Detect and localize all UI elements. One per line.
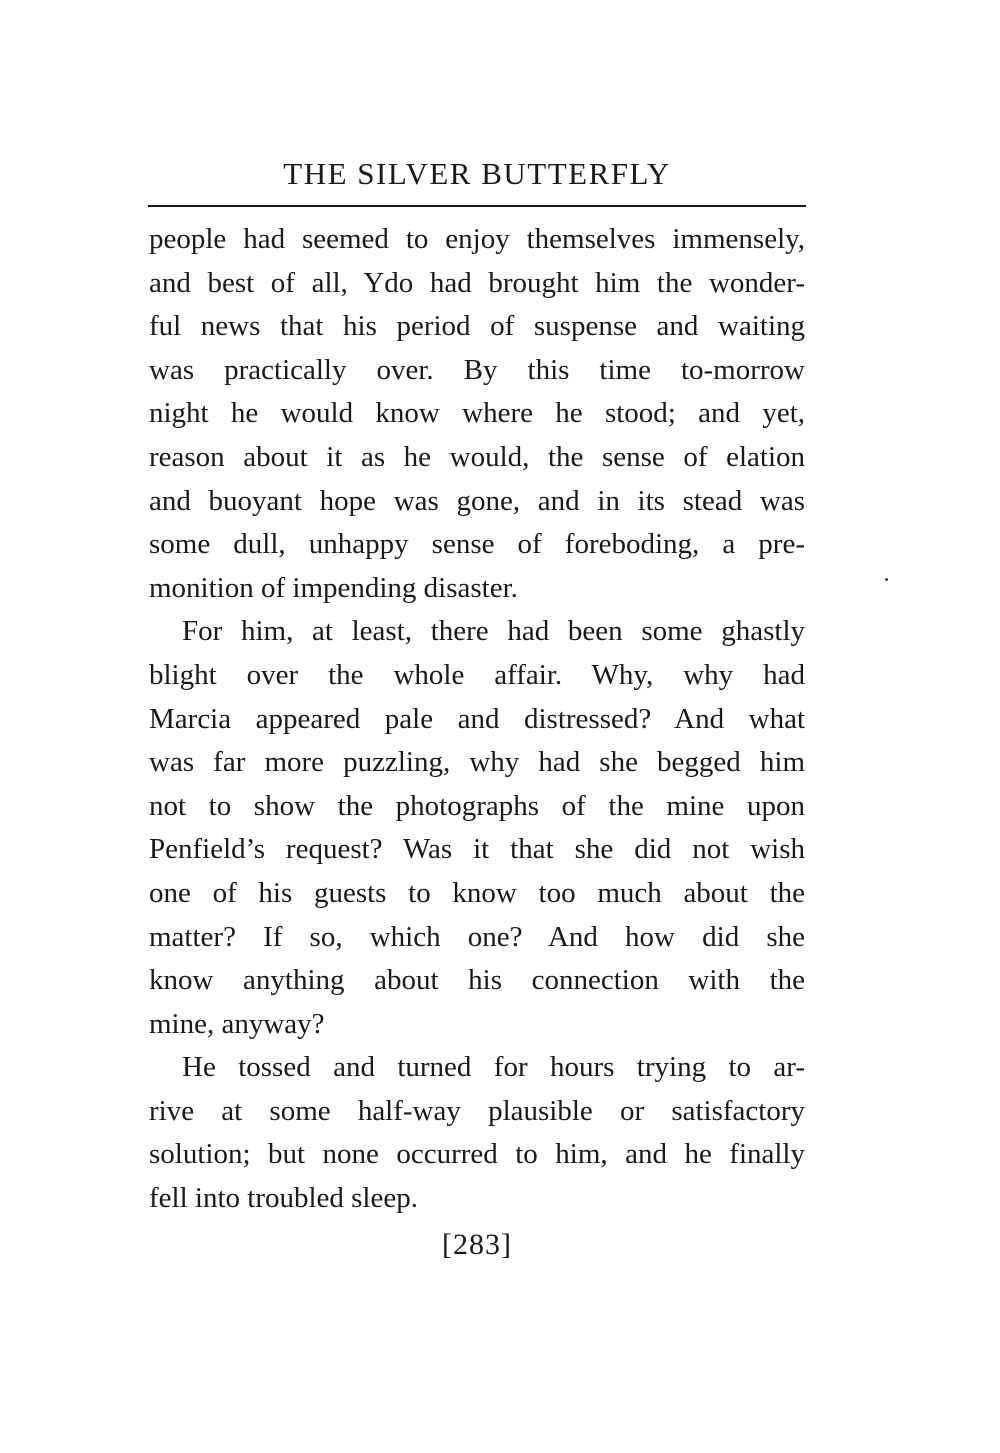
text-line: ful news that his period of suspense and waiting (149, 310, 805, 343)
running-head: THE SILVER BUTTERFLY (283, 156, 671, 191)
body-text (149, 218, 805, 1221)
text-line: He tossed and turned for hours trying to ar- (182, 1051, 805, 1084)
paragraph (149, 610, 805, 1046)
text-line: blight over the whole affair. Why, why had (149, 658, 805, 691)
text-line: monition of impending disaster. (149, 571, 518, 604)
text-line: For him, at least, there had been some ghastly (182, 615, 805, 648)
header-rule (148, 205, 806, 207)
text-line: people had seemed to enjoy themselves immensely, (149, 223, 805, 255)
text-line: Marcia appeared pale and distressed? And what (149, 702, 805, 735)
text-line: mine, anyway? (149, 1007, 325, 1040)
text-line: some dull, unhappy sense of foreboding, a pre- (149, 528, 805, 561)
text-line: fell into troubled sleep. (149, 1182, 418, 1215)
text-line: and best of all, Ydo had brought him the wonder- (149, 266, 805, 299)
text-line: was far more puzzling, why had she begged him (149, 746, 805, 779)
page-number: [283] (442, 1228, 512, 1261)
text-line: and buoyant hope was gone, and in its stead was (149, 484, 805, 517)
text-line: not to show the photographs of the mine upon (149, 789, 805, 822)
text-line: rive at some half-way plausible or satisfactory (149, 1094, 805, 1127)
paragraph (149, 218, 805, 610)
text-line: was practically over. By this time to-morrow (149, 353, 805, 386)
text-line: night he would know where he stood; and yet, (149, 397, 805, 430)
paragraph (149, 1046, 805, 1220)
print-speck (885, 578, 888, 581)
text-line: know anything about his connection with the (149, 964, 805, 997)
text-line: one of his guests to know too much about the (149, 876, 805, 909)
text-line: reason about it as he would, the sense of elation (149, 440, 805, 473)
text-line: matter? If so, which one? And how did she (149, 920, 805, 953)
text-line: solution; but none occurred to him, and he finally (149, 1138, 805, 1171)
text-line: Penfield’s request? Was it that she did not wish (149, 833, 805, 866)
